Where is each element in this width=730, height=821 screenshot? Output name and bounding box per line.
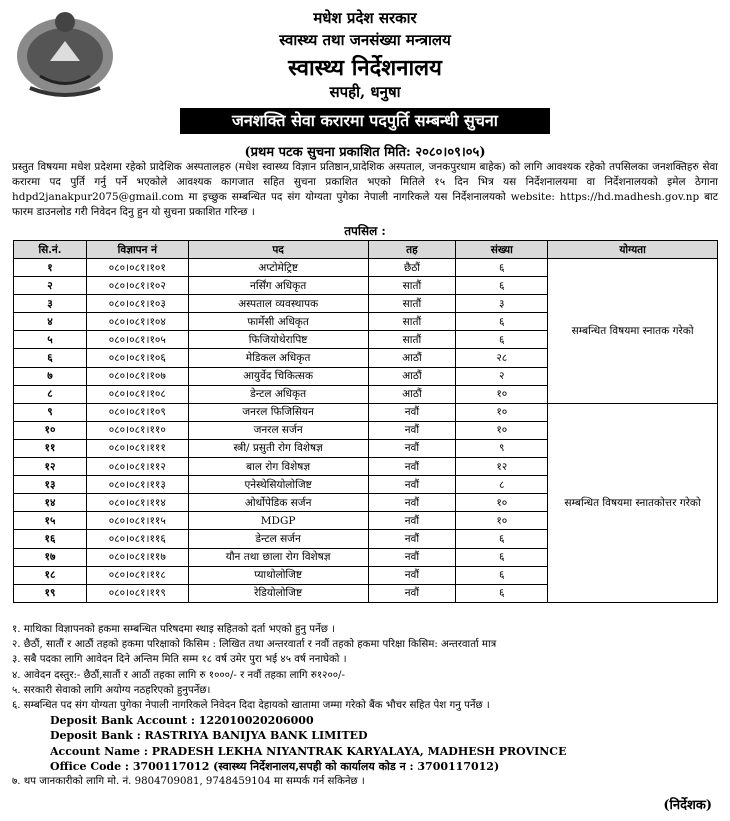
cell-post: जनरल फिजिसियन (188, 403, 368, 421)
office-code: Office Code : 3700117012 (स्वास्थ्य निर्देशनालय,सपही को कार्यालय कोड न : 3700117012) (50, 759, 500, 773)
cell-count: १० (456, 421, 548, 439)
cell-level: नवौं (368, 512, 456, 530)
cell-ad-no: ०८०।०८१।११५ (86, 512, 188, 530)
cell-level: नवौं (368, 421, 456, 439)
cell-post: MDGP (188, 512, 368, 530)
cell-ad-no: ०८०।०८१।११८ (86, 566, 188, 584)
cell-post: फिजियोथेरापिष्ट (188, 331, 368, 349)
cell-sn: १९ (14, 584, 87, 602)
cell-post: स्त्री/ प्रसुती रोग विशेषज्ञ (188, 439, 368, 457)
cell-count: १० (456, 512, 548, 530)
cell-ad-no: ०८०।०८१।१०४ (86, 313, 188, 331)
cell-ad-no: ०८०।०८१।१०६ (86, 349, 188, 367)
directorate-name: स्वास्थ्य निर्देशनालय (288, 55, 442, 81)
cell-post: अस्पताल व्यवस्थापक (188, 295, 368, 313)
cell-count: ६ (456, 277, 548, 295)
cell-ad-no: ०८०।०८१।११६ (86, 530, 188, 548)
note-1: १. माथिका विज्ञापनको हकमा सम्बन्धित परिषदमा स्थाइ सहितको दर्ता भएको हुनु पर्नेछ । (12, 624, 335, 635)
cell-post: ओर्थोपेडिक सर्जन (188, 494, 368, 512)
col-header-count: संख्या (456, 241, 548, 259)
cell-ad-no: ०८०।०८१।१०२ (86, 277, 188, 295)
cell-level: नवौं (368, 584, 456, 602)
cell-ad-no: ०८०।०८१।११९ (86, 584, 188, 602)
intro-paragraph: प्रस्तुत विषयमा मधेश प्रदेशमा रहेको प्रादेशिक अस्पतालहरु (मधेश स्वास्थ्य विज्ञान प्रतिष्ठान,प्रादेशिक अस्पताल, जनकपुरधाम बाहेक) को लागि आवश्यक रहेको तपसिलका जनशक्तिहरु सेवा करारमा पद पुर्ति गर्नु पर्ने भएकोले आवश्यक कागजात सहित सुचना प्रकाशित भएको मितिले १५ दिन भित्र यस निर्देशनालयमा वा निर्देशनालयको इमेल ठेगाना hdpd2janakpur2075@gmail.com मा इच्छुक सम्बन्धित पद संग योग्यता पुगेका नेपाली नागरिकले यस निर्देशनालयको website: https://hd.madhesh.gov.np बाट फारम डाउनलोड गरी निवेदन दिनु हुन यो सुचना प्रकाशित गरिन्छ । (12, 161, 718, 218)
cell-count: ६ (456, 331, 548, 349)
cell-sn: १७ (14, 548, 87, 566)
cell-level: सातौं (368, 313, 456, 331)
cell-count: ६ (456, 566, 548, 584)
notice-title: जनशक्ति सेवा करारमा पदपुर्ति सम्बन्धी सुचना (180, 108, 550, 134)
cell-sn: १८ (14, 566, 87, 584)
cell-sn: ४ (14, 313, 87, 331)
cell-post: आयुर्वेद चिकित्सक (188, 367, 368, 385)
cell-post: प्याथोलोजिष्ट (188, 566, 368, 584)
cell-post: यौन तथा छाला रोग विशेषज्ञ (188, 548, 368, 566)
cell-level: आठौं (368, 367, 456, 385)
cell-ad-no: ०८०।०८१।११३ (86, 476, 188, 494)
table-row (14, 403, 718, 421)
col-header-sn: सि.नं. (14, 241, 87, 259)
ministry-name: स्वास्थ्य तथा जनसंख्या मन्त्रालय (279, 31, 451, 49)
cell-sn: ५ (14, 331, 87, 349)
cell-post: बाल रोग विशेषज्ञ (188, 458, 368, 476)
col-header-post: पद (188, 241, 368, 259)
cell-level: नवौं (368, 530, 456, 548)
cell-level: सातौं (368, 295, 456, 313)
bank-account: Deposit Bank Account : 122010020206000 (50, 714, 314, 728)
col-header-ad-no: विज्ञापन नं (86, 241, 188, 259)
account-name: Account Name : PRADESH LEKHA NIYANTRAK KARYALAYA, MADHESH PROVINCE (50, 744, 567, 758)
cell-count: ६ (456, 584, 548, 602)
cell-sn: ११ (14, 439, 87, 457)
cell-level: नवौं (368, 566, 456, 584)
cell-count: ६ (456, 313, 548, 331)
cell-qualification: सम्बन्धित विषयमा स्नातक गरेको (548, 259, 718, 404)
col-header-qualification: योग्यता (548, 241, 718, 259)
note-6: ६. सम्बन्धित पद संग योग्यता पुगेका नेपाली नागरिकले निवेदन दिदा देहायको खातामा जम्मा गरेको बैंक भौचर सहित पेश गनु पर्नेछ । (12, 700, 490, 712)
cell-level: आठौं (368, 349, 456, 367)
cell-sn: १३ (14, 476, 87, 494)
cell-ad-no: ०८०।०८१।१०७ (86, 367, 188, 385)
cell-ad-no: ०८०।०८१।१०८ (86, 385, 188, 403)
note-2: २. छैठौं, सातौं र आठौं तहको हकमा परिक्षाको किसिम : लिखित तथा अन्तरवार्ता र नवौं तहको हकमा परिक्षा किसिम: अन्तरवार्ता मात्र (12, 639, 497, 651)
table-row (14, 259, 718, 277)
cell-level: नवौं (368, 439, 456, 457)
bank-name: Deposit Bank : RASTRIYA BANIJYA BANK LIMITED (50, 729, 368, 743)
cell-sn: १२ (14, 458, 87, 476)
cell-ad-no: ०८०।०८१।११२ (86, 458, 188, 476)
cell-count: १२ (456, 458, 548, 476)
cell-post: नर्सिंग अधिकृत (188, 277, 368, 295)
cell-post: रेडियोलोजिष्ट (188, 584, 368, 602)
cell-level: छैठौं (368, 259, 456, 277)
cell-count: ८ (456, 476, 548, 494)
col-header-level: तह (368, 241, 456, 259)
cell-level: नवौं (368, 403, 456, 421)
cell-post: फार्मेसी अधिकृत (188, 313, 368, 331)
cell-ad-no: ०८०।०८१।१०५ (86, 331, 188, 349)
cell-count: ३ (456, 295, 548, 313)
cell-ad-no: ०८०।०८१।१०३ (86, 295, 188, 313)
cell-post: अप्टोमेट्रिष्ट (188, 259, 368, 277)
cell-qualification: सम्बन्धित विषयमा स्नातकोत्तर गरेको (548, 403, 718, 602)
cell-sn: ३ (14, 295, 87, 313)
office-location: सपही, धनुषा (329, 83, 401, 101)
cell-sn: १ (14, 259, 87, 277)
cell-ad-no: ०८०।०८१।११० (86, 421, 188, 439)
schedule-label: तपसिल : (344, 224, 386, 238)
cell-count: २ (456, 367, 548, 385)
vacancy-table (13, 240, 718, 603)
cell-count: ६ (456, 548, 548, 566)
cell-sn: १० (14, 421, 87, 439)
cell-count: ६ (456, 530, 548, 548)
cell-sn: १५ (14, 512, 87, 530)
cell-ad-no: ०८०।०८१।१०१ (86, 259, 188, 277)
note-3: ३. सबै पदका लागि आवेदन दिने अन्तिम मिति सम्म १८ वर्ष उमेर पुरा भई ४५ वर्ष ननाघेको । (12, 654, 347, 666)
publish-date: (प्रथम पटक सुचना प्रकाशित मिति: २०८०।०९।०५) (244, 145, 486, 160)
cell-post: डेन्टल अधिकृत (188, 385, 368, 403)
cell-count: २८ (456, 349, 548, 367)
letterhead (0, 0, 730, 106)
cell-level: आठौं (368, 385, 456, 403)
cell-sn: ९ (14, 403, 87, 421)
cell-ad-no: ०८०।०८१।१११ (86, 439, 188, 457)
cell-sn: ६ (14, 349, 87, 367)
cell-level: सातौं (368, 277, 456, 295)
cell-post: डेन्टल सर्जन (188, 530, 368, 548)
government-name: मधेश प्रदेश सरकार (313, 9, 417, 27)
cell-sn: ७ (14, 367, 87, 385)
cell-ad-no: ०८०।०८१।११४ (86, 494, 188, 512)
cell-post: मेडिकल अधिकृत (188, 349, 368, 367)
cell-count: ६ (456, 259, 548, 277)
cell-ad-no: ०८०।०८१।१०९ (86, 403, 188, 421)
cell-ad-no: ०८०।०८१।११७ (86, 548, 188, 566)
cell-sn: ८ (14, 385, 87, 403)
cell-level: नवौं (368, 494, 456, 512)
note-4: ४. आवेदन दस्तुर:- छैठौं,सातौं र आठौं तहका लागि रु १०००/- र नवौं तहका लागि रु१२००/- (12, 669, 345, 681)
signature: (निर्देशक) (663, 798, 712, 813)
cell-level: सातौं (368, 331, 456, 349)
cell-count: १० (456, 403, 548, 421)
note-7: ७. थप जानकारीको लागि मो. नं. 9804709081, 9748459104 मा सम्पर्क गर्न सकिनेछ । (12, 776, 365, 788)
notes-section (12, 622, 718, 789)
cell-post: जनरल सर्जन (188, 421, 368, 439)
cell-count: ९ (456, 439, 548, 457)
cell-level: नवौं (368, 476, 456, 494)
cell-sn: १६ (14, 530, 87, 548)
cell-sn: २ (14, 277, 87, 295)
cell-count: १० (456, 385, 548, 403)
cell-level: नवौं (368, 458, 456, 476)
cell-count: १० (456, 494, 548, 512)
table-header-row (14, 241, 718, 259)
cell-level: नवौं (368, 548, 456, 566)
cell-sn: १४ (14, 494, 87, 512)
cell-post: एनेस्थेसियोलोजिष्ट (188, 476, 368, 494)
note-5: ५. सरकारी सेवाको लागि अयोग्य नठहरिएको हुनुपर्नेछ। (12, 684, 211, 696)
